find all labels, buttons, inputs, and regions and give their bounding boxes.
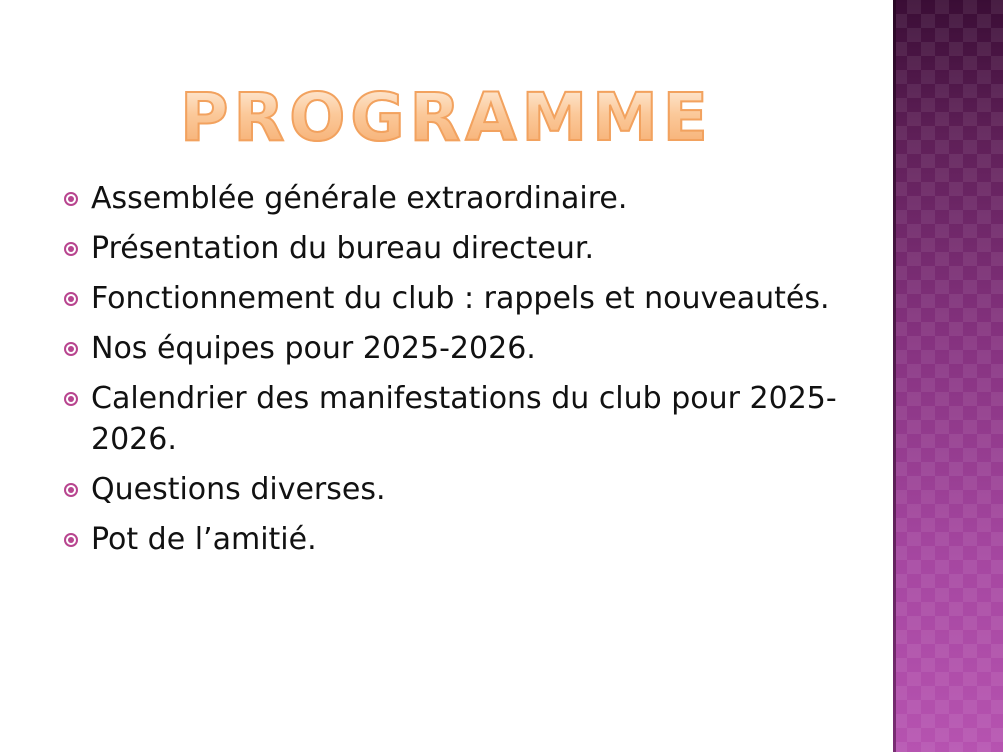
list-item: [64, 519, 854, 560]
list-item: [64, 278, 854, 319]
agenda-list: [64, 178, 854, 569]
bullet-circle-icon: [64, 292, 78, 306]
bullet-circle-icon: [64, 533, 78, 547]
list-item: [64, 469, 854, 510]
list-item: [64, 378, 854, 460]
bullet-circle-icon: [64, 483, 78, 497]
side-band-edge: [893, 0, 896, 752]
bullet-circle-icon: [64, 192, 78, 206]
list-item-text: Fonctionnement du club : rappels et nouveautés.: [91, 281, 830, 316]
list-item: [64, 228, 854, 269]
decorative-side-band: [893, 0, 1003, 752]
list-item-text: Assemblée générale extraordinaire.: [91, 181, 628, 216]
list-item-text: Pot de l’amitié.: [91, 522, 317, 557]
bullet-circle-icon: [64, 342, 78, 356]
list-item-text: Questions diverses.: [91, 472, 386, 507]
list-item-text: Présentation du bureau directeur.: [91, 231, 595, 266]
bullet-circle-icon: [64, 392, 78, 406]
list-item: [64, 178, 854, 219]
list-item-text: Calendrier des manifestations du club pour 2025-2026.: [91, 381, 837, 457]
list-item-text: Nos équipes pour 2025-2026.: [91, 331, 536, 366]
list-item: [64, 328, 854, 369]
bullet-circle-icon: [64, 242, 78, 256]
slide-title: PROGRAMME: [0, 78, 893, 158]
